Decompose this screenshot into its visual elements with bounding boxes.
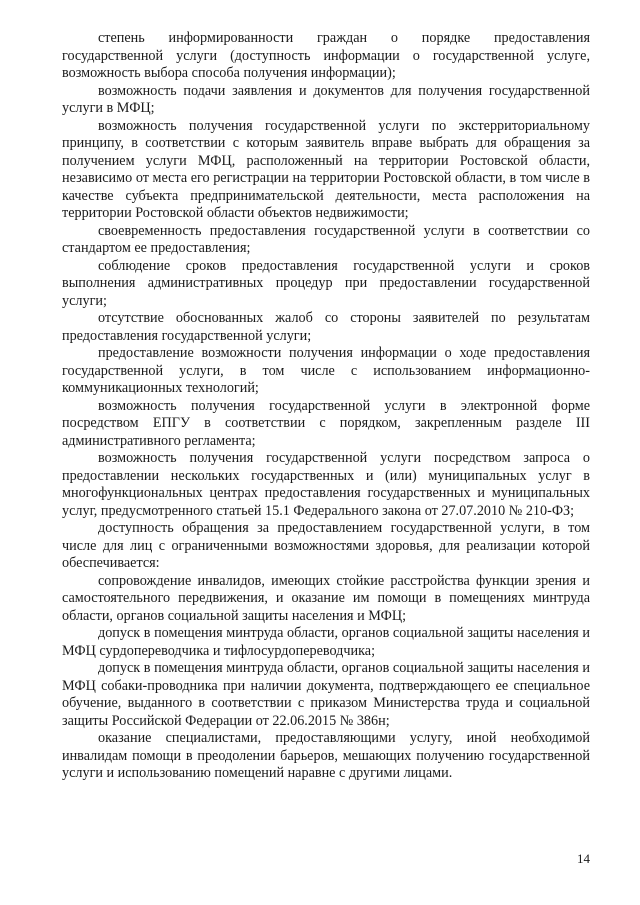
paragraph-sign-interpreter: допуск в помещения минтруда области, органов социальной защиты населения и МФЦ сурдопереводчика и тифлосурдопереводчика;: [62, 625, 590, 659]
paragraph-progress-info: предоставление возможности получения информации о ходе предоставления государственной услуги, в том числе с использованием информационно-коммуникационных технологий;: [62, 345, 590, 396]
paragraph-guide-dog: допуск в помещения минтруда области, органов социальной защиты населения и МФЦ собаки-проводника при наличии документа, подтверждающего ее специальное обучение, выданного в соответствии с приказом Министерства труда и социальной защиты Российской Федерации от 22.06.2015 № 386н;: [62, 660, 590, 729]
paragraph-mfc-application: возможность подачи заявления и документов для получения государственной услуги в МФЦ;: [62, 82, 590, 116]
paragraph-escort: сопровождение инвалидов, имеющих стойкие расстройства функции зрения и самостоятельного передвижения, и оказание им помощи в помещениях минтруда области, органов социальной защиты населения и МФЦ;: [62, 572, 590, 624]
paragraph-informedness: степень информированности граждан о порядке предоставления государственной услуги (доступность информации о государственной услуге, возможность выбора способа получения информации);: [62, 30, 590, 81]
paragraph-extraterritorial: возможность получения государственной услуги по экстерриториальному принципу, в соответствии с которым заявитель вправе выбрать для обращения за получением услуги МФЦ, расположенный на территории Ростовской области, независимо от места его регистрации на территории Ростовской области, в том числе в качестве субъекта предпринимательской деятельности, места расположения на территории Ростовской области объектов недвижимости;: [62, 117, 590, 221]
paragraph-no-complaints: отсутствие обоснованных жалоб со стороны заявителей по результатам предоставления государственной услуги;: [62, 310, 590, 344]
paragraph-deadlines: соблюдение сроков предоставления государственной услуги и сроков выполнения административных процедур при предоставлении государственной услуги;: [62, 257, 590, 309]
page-number: 14: [577, 851, 590, 866]
paragraph-timeliness: своевременность предоставления государственной услуги в соответствии со стандартом ее предоставления;: [62, 222, 590, 256]
paragraph-specialist-help: оказание специалистами, предоставляющими услугу, иной необходимой инвалидам помощи в преодолении барьеров, мешающих получению государственной услуги и использованию помещений наравне с другими лицами.: [62, 730, 590, 781]
paragraph-accessibility: доступность обращения за предоставлением государственной услуги, в том числе для лиц с ограниченными возможностями здоровья, для реализации которой обеспечивается:: [62, 520, 590, 571]
paragraph-complex-request: возможность получения государственной услуги посредством запроса о предоставлении нескольких государственных и (или) муниципальных услуг в многофункциональных центрах предоставления государственных и муниципальных услуг, предусмотренного статьей 15.1 Федерального закона от 27.07.2010 № 210-ФЗ;: [62, 450, 590, 519]
document-body: [62, 30, 590, 783]
paragraph-electronic-form: возможность получения государственной услуги в электронной форме посредством ЕПГУ в соответствии с порядком, закрепленным разделе III административного регламента;: [62, 397, 590, 449]
